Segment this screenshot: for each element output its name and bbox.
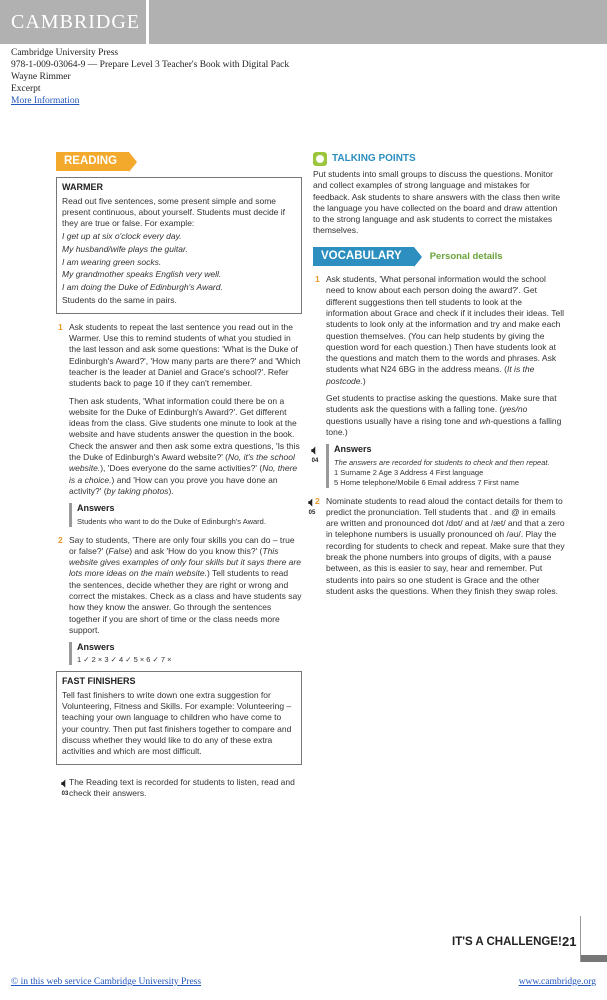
book-meta — [11, 47, 289, 107]
answers-note: The answers are recorded for students to check and then repeat. — [334, 457, 550, 467]
item-paragraph: Then ask students, 'What information could there be on a website for the Duke of Edinburgh's Award?'. Get different ideas from the class. Give students one minute to look at the website and have students answer the question in the book. Check the answer and then ask some extra questions, 'Is this the Duke of Edinburgh's Award website?' (No, it's the school website.), 'Does everyone do the same activities?' (No, there is a choice.) and 'How can you prove you have done an activity?' (by taking photos). — [69, 395, 300, 496]
fast-finishers-text: Tell fast finishers to write down one extra suggestion for Volunteering, Fitness and Skills. For example: Volunteering – teaching your own language to children who have come to your country. Then put fast finishers together to compare and discuss whether they would like to do any of these extra activities and which are most difficult. — [62, 689, 292, 757]
item-number: 1 — [58, 321, 63, 332]
vocabulary-heading-row — [313, 247, 565, 266]
talking-points-heading: TALKING POINTS — [313, 152, 565, 166]
unit-title: IT'S A CHALLENGE! — [452, 936, 562, 948]
warmer-example: I get up at six o'clock every day. — [62, 230, 182, 241]
left-column — [56, 152, 302, 806]
item-paragraph: Ask students to repeat the last sentence you read out in the Warmer. Use this to remind students of what you studied in the last lesson and ask some questions: 'What is the Duke of Edinburgh's Award?', 'How many parts are there?' and 'Which teacher is the leader at Daniel and Grace's school?'. Refer students back to page 10 if they can't remember. — [69, 321, 301, 389]
warmer-intro: Read out five sentences, some present simple and some present continuous, about yourself. Students must decide if they are true or false. For example: — [62, 195, 286, 229]
audio-track[interactable]: 🔈︎ 03 — [54, 777, 76, 800]
isbn-title: 978-1-009-03064-9 — Prepare Level 3 Teacher's Book with Digital Pack — [11, 60, 290, 70]
reading-item-2 — [56, 535, 302, 666]
item-paragraph: Get students to practise asking the questions. Make sure that students ask the questions with a falling tone. (yes/no questions usually have a rising tone and wh-questions a falling tone.) — [326, 393, 562, 437]
speaker-icon: 🔈︎ — [308, 494, 316, 509]
reading-item-1 — [56, 322, 302, 527]
answers-title: Answers — [77, 642, 115, 653]
warmer-example: My grandmother speaks English very well. — [62, 269, 222, 280]
speaker-icon: 🔈︎ — [61, 776, 69, 791]
excerpt-label: Excerpt — [11, 84, 41, 94]
answers-title: Answers — [334, 444, 372, 455]
copyright-link[interactable]: © in this web service Cambridge University Press — [11, 977, 202, 987]
more-information-link[interactable]: More Information — [11, 96, 80, 106]
warmer-outro: Students do the same in pairs. — [62, 294, 177, 305]
warmer-title: WARMER — [62, 182, 103, 193]
item-number: 1 — [315, 274, 320, 285]
warmer-example: My husband/wife plays the guitar. — [62, 243, 188, 254]
item-paragraph: Nominate students to read aloud the contact details for them to predict the pronunciation. Tell students that . and @ in emails are written and pronounced dot /dɒt/ and at /æt/ and that a zero in telephone numbers is usually pronounced oh /əʊ/. Play the recording for students to check and repeat. Make sure that they break the phone numbers into groups of digits, with a pause between, as this is easier to say, hear and remember. Put students into pairs so one student is Grace and the other student asks the questions. When they finish they swap roles. — [326, 495, 565, 596]
right-column — [308, 152, 565, 603]
item-paragraph: Say to students, 'There are only four skills you can do – true or false?' (False) and ask 'How do you know this?' (This website gives examples of only four skills but it says there are lots more ideas on the main website.) Tell students to read the sentences, decide whether they are right or wrong and correct the mistakes. Check as a class and have students say how they know the answer. Go through the sentences together if you are short of time or the class needs more support. — [69, 534, 302, 635]
fast-finishers-title: FAST FINISHERS — [62, 676, 136, 687]
page-number: 21 — [562, 934, 577, 949]
warmer-example: I am doing the Duke of Edinburgh's Award. — [62, 282, 223, 293]
top-banner — [0, 0, 607, 44]
vocab-item-1 — [313, 274, 565, 487]
audio-note-text: The Reading text is recorded for students to listen, read and check their answers. — [69, 777, 295, 799]
audio-03-note — [56, 777, 302, 800]
answers-box — [69, 642, 302, 665]
fast-finishers-box — [56, 671, 302, 765]
talking-points-text: Put students into small groups to discuss the questions. Monitor and collect examples of strong language and mistakes for feedback. Ask students to share answers with the class then write the language you have collected on the board and draw attention to the strong language and ask students to correct the mistakes themselves. — [313, 169, 561, 236]
vocabulary-heading: VOCABULARY — [313, 247, 414, 266]
answers-title: Answers — [77, 503, 115, 514]
answers-text: Students who want to do the Duke of Edinburgh's Award. — [77, 516, 266, 526]
talking-points-icon — [313, 152, 327, 166]
personal-details-subheading: Personal details — [429, 250, 503, 262]
warmer-box — [56, 177, 302, 313]
audio-track[interactable]: 🔈︎ 04 — [304, 444, 326, 467]
author: Wayne Rimmer — [11, 72, 71, 82]
audio-track[interactable]: 🔈︎ 05 — [301, 496, 323, 519]
answers-box — [311, 443, 565, 487]
answers-line: 5 Home telephone/Mobile 6 Email address 7 First name — [334, 477, 520, 487]
speaker-icon: 🔈︎ — [311, 443, 319, 458]
item-paragraph: Ask students, 'What personal information would the school need to know about each person doing the award?'. Get different suggestions then tell students to look at the information about Grace and check if it includes their ideas. Tell students to look only at the information and try and make each question themselves. (You can help students by giving the question word for each question.) Then have students look at the questions and match them to the words and phrases. Ask students what N24 6BG in the address means. (It is the postcode.) — [326, 274, 564, 386]
answers-line: 1 Surname 2 Age 3 Address 4 First language — [334, 467, 484, 477]
item-number: 2 — [58, 534, 63, 545]
item-number: 2 — [315, 495, 320, 506]
publisher: Cambridge University Press — [11, 48, 119, 58]
reading-heading: READING — [56, 152, 129, 171]
answers-box — [69, 503, 302, 526]
cambridge-logo: CAMBRIDGE — [0, 0, 146, 44]
cambridge-site-link[interactable]: www.cambridge.org — [518, 977, 596, 987]
page-corner-bar — [581, 955, 607, 962]
banner-bar — [149, 0, 607, 44]
vocab-item-2 — [308, 494, 565, 598]
answers-text: 1 ✓ 2 × 3 ✓ 4 ✓ 5 × 6 ✓ 7 × — [77, 655, 172, 665]
warmer-example: I am wearing green socks. — [62, 256, 162, 267]
